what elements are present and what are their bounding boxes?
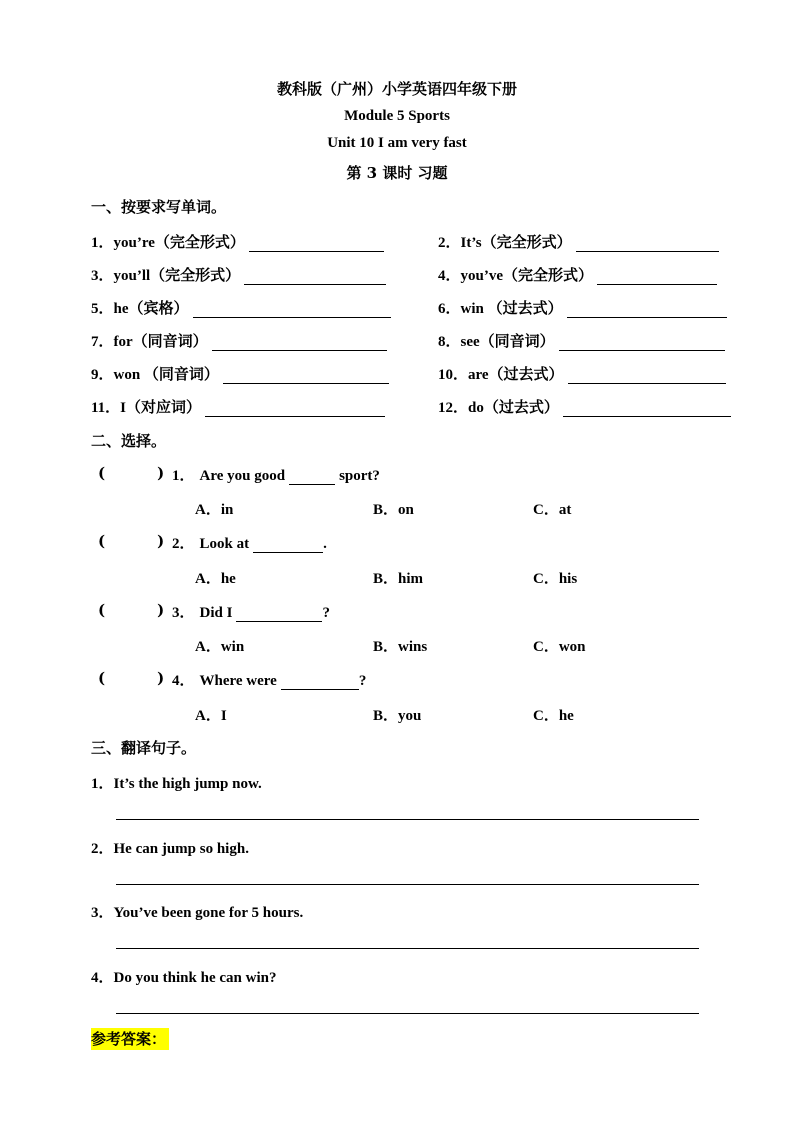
word-item-8 (438, 330, 725, 351)
answer-blank[interactable] (563, 402, 731, 417)
question-text-end: sport? (339, 468, 380, 484)
word-item-text: 12．do（过去式） (438, 400, 559, 416)
reference-answer-heading: 参考答案： (91, 1028, 169, 1050)
word-item-10 (438, 363, 726, 384)
answer-blank[interactable] (597, 270, 717, 285)
answer-blank[interactable] (568, 369, 726, 384)
word-item-4 (438, 264, 717, 285)
answer-blank[interactable] (244, 270, 386, 285)
translate-sentence-2 (91, 837, 249, 858)
word-item-text: 9．won （同音词） (91, 367, 219, 383)
word-item-text: 5．he（宾格） (91, 301, 189, 317)
lesson-title: 第 3 课时 习题 (346, 164, 448, 182)
translate-sentence-3 (91, 901, 303, 922)
option-b[interactable]: B．you (373, 708, 422, 724)
option-c[interactable]: C．at (533, 502, 572, 518)
question-text: Look at (199, 536, 250, 552)
answer-line[interactable] (116, 819, 699, 820)
word-item-2 (438, 231, 719, 252)
question-text: Did I (199, 605, 233, 621)
section-1-heading: 一、按要求写单词。 (91, 198, 227, 216)
option-a[interactable]: A．in (195, 502, 234, 518)
option-c[interactable]: C．his (533, 571, 578, 587)
word-item-text: 6．win （过去式） (438, 301, 563, 317)
answer-blank[interactable] (559, 336, 725, 351)
question-text-end: ? (322, 605, 330, 621)
word-item-12 (438, 396, 731, 417)
word-item-7 (91, 330, 387, 351)
question-text-end: . (323, 536, 327, 552)
answer-bracket[interactable]: ( ) (98, 532, 165, 550)
sentence-text: 4．Do you think he can win? (91, 970, 277, 986)
section-2-heading: 二、选择。 (91, 432, 167, 450)
question-number: 3． (172, 605, 195, 621)
unit-title: Unit 10 I am very fast (327, 135, 467, 151)
choice-question-2 (172, 532, 327, 553)
section-3-heading: 三、翻译句子。 (91, 739, 197, 757)
choice-question-1 (172, 464, 380, 485)
word-item-11 (91, 396, 385, 417)
option-c[interactable]: C．he (533, 708, 574, 724)
option-c[interactable]: C．won (533, 639, 586, 655)
sentence-text: 3．You’ve been gone for 5 hours. (91, 905, 304, 921)
answer-blank[interactable] (205, 402, 385, 417)
answer-blank[interactable] (212, 336, 387, 351)
word-item-text: 2．It’s（完全形式） (438, 235, 572, 251)
word-item-1 (91, 231, 384, 252)
option-a[interactable]: A．he (195, 571, 236, 587)
word-item-5 (91, 297, 391, 318)
word-item-text: 8．see（同音词） (438, 334, 555, 350)
answer-line[interactable] (116, 884, 699, 885)
choice-question-4 (172, 669, 366, 690)
word-item-9 (91, 363, 389, 384)
option-b[interactable]: B．him (373, 571, 424, 587)
word-item-text: 11．I（对应词） (91, 400, 202, 416)
option-a[interactable]: A．I (195, 708, 227, 724)
option-b[interactable]: B．wins (373, 639, 428, 655)
answer-bracket[interactable]: ( ) (98, 669, 165, 687)
answer-bracket[interactable]: ( ) (98, 601, 165, 619)
answer-line[interactable] (116, 948, 699, 949)
translate-sentence-4 (91, 966, 276, 987)
word-item-6 (438, 297, 727, 318)
question-text: Are you good (199, 468, 286, 484)
answer-blank[interactable] (281, 675, 359, 690)
word-item-text: 1．you’re（完全形式） (91, 235, 245, 251)
answer-bracket[interactable]: ( ) (98, 464, 165, 482)
sentence-text: 1．It’s the high jump now. (91, 776, 262, 792)
answer-blank[interactable] (236, 607, 322, 622)
question-number: 2． (172, 536, 195, 552)
word-item-3 (91, 264, 386, 285)
sentence-text: 2．He can jump so high. (91, 841, 249, 857)
answer-blank[interactable] (576, 237, 719, 252)
word-item-text: 3．you’ll（完全形式） (91, 268, 241, 284)
answer-line[interactable] (116, 1013, 699, 1014)
answer-blank[interactable] (193, 303, 391, 318)
option-b[interactable]: B．on (373, 502, 414, 518)
document-title: 教科版（广州）小学英语四年级下册 (276, 80, 517, 98)
option-a[interactable]: A．win (195, 639, 245, 655)
question-number: 4． (172, 673, 195, 689)
answer-blank[interactable] (223, 369, 389, 384)
answer-blank[interactable] (567, 303, 727, 318)
answer-blank[interactable] (289, 470, 335, 485)
choice-question-3 (172, 601, 330, 622)
answer-blank[interactable] (253, 538, 323, 553)
translate-sentence-1 (91, 772, 262, 793)
question-number: 1． (172, 468, 195, 484)
word-item-text: 10．are（过去式） (438, 367, 564, 383)
module-title: Module 5 Sports (344, 108, 450, 124)
answer-blank[interactable] (249, 237, 384, 252)
question-text: Where were (199, 673, 277, 689)
question-text-end: ? (358, 673, 367, 689)
word-item-text: 7．for（同音词） (91, 334, 208, 350)
word-item-text: 4．you’ve（完全形式） (438, 268, 593, 284)
